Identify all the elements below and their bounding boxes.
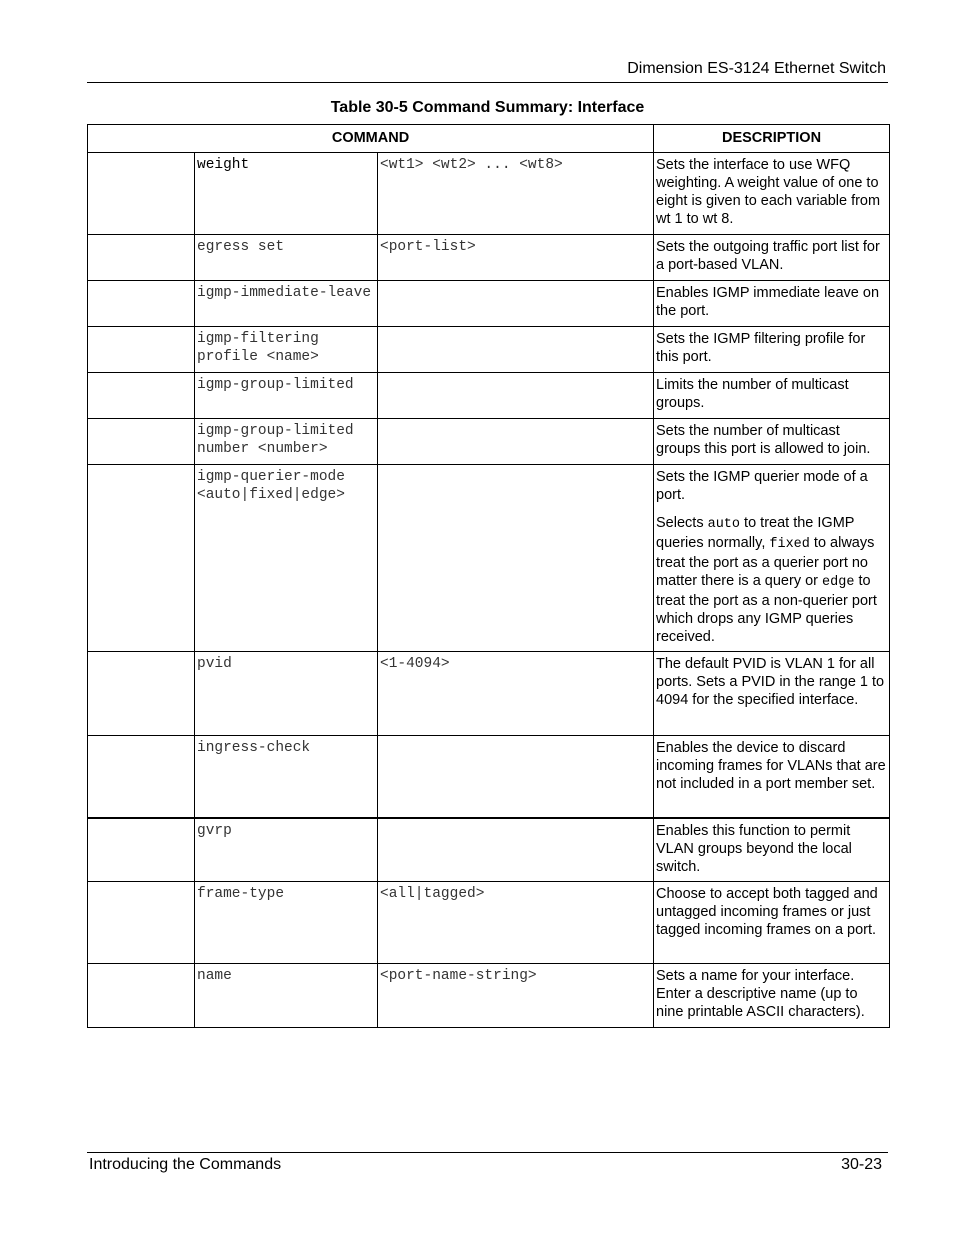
args-cell <box>378 419 654 465</box>
command-cell: igmp-group-limited <box>195 373 378 419</box>
table-row <box>88 419 890 465</box>
args-cell: <port-name-string> <box>378 964 654 1028</box>
args-cell <box>378 281 654 327</box>
page-number: 30-23 <box>841 1156 882 1173</box>
description-cell: The default PVID is VLAN 1 for all ports. Sets a PVID in the range 1 to 4094 for the specified interface. <box>654 652 890 736</box>
description-cell: Sets the IGMP filtering profile for this port. <box>654 327 890 373</box>
indent-cell <box>88 373 195 419</box>
command-cell: igmp-group-limited number <number> <box>195 419 378 465</box>
description-cell <box>654 465 890 652</box>
command-cell: pvid <box>195 652 378 736</box>
description-text: to treat the IGMP queries normally, <box>656 515 855 551</box>
indent-cell <box>88 465 195 652</box>
table-row <box>88 818 890 882</box>
command-cell: name <box>195 964 378 1028</box>
table-header-row <box>88 125 890 153</box>
description-cell: Enables IGMP immediate leave on the port. <box>654 281 890 327</box>
option-auto: auto <box>707 517 741 532</box>
indent-cell <box>88 281 195 327</box>
table-row <box>88 373 890 419</box>
table-row <box>88 882 890 964</box>
command-cell: weight <box>195 153 378 235</box>
command-cell: egress set <box>195 235 378 281</box>
description-cell: Sets a name for your interface. Enter a descriptive name (up to nine printable ASCII characters). <box>654 964 890 1028</box>
description-text: to treat the port as a non-querier port which drops any IGMP queries received. <box>656 573 877 645</box>
args-cell: <all|tagged> <box>378 882 654 964</box>
command-cell: ingress-check <box>195 736 378 818</box>
command-cell: igmp-immediate-leave <box>195 281 378 327</box>
description-paragraph: Sets the IGMP querier mode of a port. <box>656 469 868 503</box>
table-row <box>88 235 890 281</box>
page-header <box>87 58 888 83</box>
indent-cell <box>88 736 195 818</box>
indent-cell <box>88 153 195 235</box>
description-cell: Choose to accept both tagged and untagged incoming frames or just tagged incoming frames on a port. <box>654 882 890 964</box>
command-cell: igmp-filtering profile <name> <box>195 327 378 373</box>
document-title: Dimension ES-3124 Ethernet Switch <box>627 60 886 77</box>
command-cell: igmp-querier-mode <auto|fixed|edge> <box>195 465 378 652</box>
table-caption: Table 30-5 Command Summary: Interface <box>330 99 645 116</box>
description-cell: Enables this function to permit VLAN groups beyond the local switch. <box>654 818 890 882</box>
indent-cell <box>88 235 195 281</box>
args-cell <box>378 465 654 652</box>
args-cell <box>378 373 654 419</box>
description-paragraph <box>656 514 888 646</box>
description-cell: Limits the number of multicast groups. <box>654 373 890 419</box>
description-text: Selects <box>656 515 708 531</box>
indent-cell <box>88 652 195 736</box>
table-row <box>88 327 890 373</box>
indent-cell <box>88 818 195 882</box>
args-cell: <wt1> <wt2> ... <wt8> <box>378 153 654 235</box>
table-row <box>88 736 890 818</box>
table-row <box>88 153 890 235</box>
footer-section-title: Introducing the Commands <box>89 1156 282 1173</box>
command-cell: gvrp <box>195 818 378 882</box>
indent-cell <box>88 327 195 373</box>
table-row <box>88 964 890 1028</box>
args-cell <box>378 327 654 373</box>
option-edge: edge <box>822 575 855 590</box>
command-cell: frame-type <box>195 882 378 964</box>
args-cell <box>378 818 654 882</box>
indent-cell <box>88 964 195 1028</box>
args-cell: <port-list> <box>378 235 654 281</box>
table-row <box>88 465 890 652</box>
args-cell <box>378 736 654 818</box>
indent-cell <box>88 419 195 465</box>
args-cell: <1-4094> <box>378 652 654 736</box>
table-row <box>88 652 890 736</box>
description-text: to always treat the port as a querier port no matter there is a query or <box>656 535 875 589</box>
page-footer <box>87 1152 888 1173</box>
column-header-command: COMMAND <box>88 125 654 153</box>
command-summary-table <box>87 124 890 1028</box>
table-row <box>88 281 890 327</box>
option-fixed: fixed <box>769 537 810 552</box>
description-cell: Sets the interface to use WFQ weighting. A weight value of one to eight is given to each variable from wt 1 to wt 8. <box>654 153 890 235</box>
description-cell: Sets the outgoing traffic port list for a port-based VLAN. <box>654 235 890 281</box>
column-header-description: DESCRIPTION <box>654 125 890 153</box>
indent-cell <box>88 882 195 964</box>
description-cell: Sets the number of multicast groups this port is allowed to join. <box>654 419 890 465</box>
description-cell: Enables the device to discard incoming frames for VLANs that are not included in a port member set. <box>654 736 890 818</box>
